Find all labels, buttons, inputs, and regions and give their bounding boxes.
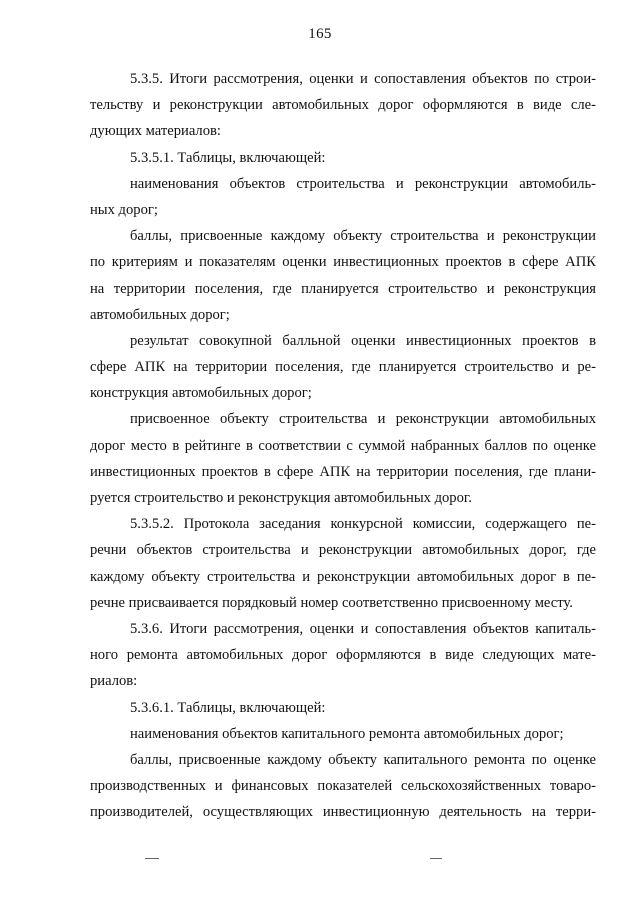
text-line: наименования объектов строительства и реконструкции автомобиль- xyxy=(130,175,596,192)
text-line: баллы, присвоенные каждому объекту капитального ремонта по оценке xyxy=(130,751,596,768)
footer-scan-mark-right xyxy=(430,858,442,859)
text-line: 5.3.5.2. Протокола заседания конкурсной комиссии, содержащего пе- xyxy=(130,516,596,533)
text-line: сфере АПК на территории поселения, где планируется строительство и ре- xyxy=(90,359,596,376)
text-line: 5.3.5.1. Таблицы, включающей: xyxy=(130,149,326,166)
text-line: на территории поселения, где планируется строительство и реконструкция xyxy=(90,280,596,297)
text-line: баллы, присвоенные каждому объекту строительства и реконструкции xyxy=(130,228,596,245)
footer-scan-mark-left xyxy=(145,858,159,859)
text-line: каждому объекту строительства и реконструкции автомобильных дорог в пе- xyxy=(90,568,596,585)
text-line: речне присваивается порядковый номер соответственно присвоенному месту. xyxy=(90,594,573,611)
text-line: производственных и финансовых показателей сельскохозяйственных товаро- xyxy=(90,778,596,795)
text-line: тельству и реконструкции автомобильных дорог оформляются в виде сле- xyxy=(90,97,596,114)
text-line: производителей, осуществляющих инвестиционную деятельность на терри- xyxy=(90,804,596,821)
text-line: риалов: xyxy=(90,673,138,690)
text-line: наименования объектов капитального ремонта автомобильных дорог; xyxy=(130,725,564,742)
text-line: конструкция автомобильных дорог; xyxy=(90,385,312,402)
text-line: присвоенное объекту строительства и реконструкции автомобильных xyxy=(130,411,596,428)
text-line: руется строительство и реконструкция автомобильных дорог. xyxy=(90,490,472,506)
text-line: дорог место в рейтинге в соответствии с суммой набранных баллов по оценке xyxy=(90,437,596,454)
text-line: 5.3.6.1. Таблицы, включающей: xyxy=(130,699,326,716)
text-line: автомобильных дорог; xyxy=(90,306,230,323)
text-line: по критериям и показателям оценки инвестиционных проектов в сфере АПК xyxy=(90,254,596,271)
page-number: 165 xyxy=(308,26,332,42)
body-text xyxy=(90,66,596,825)
text-line: результат совокупной балльной оценки инвестиционных проектов в xyxy=(130,332,596,349)
text-line: речни объектов строительства и реконструкции автомобильных дорог, где xyxy=(90,542,596,559)
text-line: 5.3.6. Итоги рассмотрения, оценки и сопоставления объектов капиталь- xyxy=(130,620,596,637)
text-line: инвестиционных проектов в сфере АПК на территории поселения, где плани- xyxy=(90,463,596,480)
text-line: дующих материалов: xyxy=(90,123,221,140)
text-line: ных дорог; xyxy=(90,201,158,218)
text-line: 5.3.5. Итоги рассмотрения, оценки и сопоставления объектов по строи- xyxy=(130,71,596,87)
text-line: ного ремонта автомобильных дорог оформляются в виде следующих мате- xyxy=(90,647,596,664)
